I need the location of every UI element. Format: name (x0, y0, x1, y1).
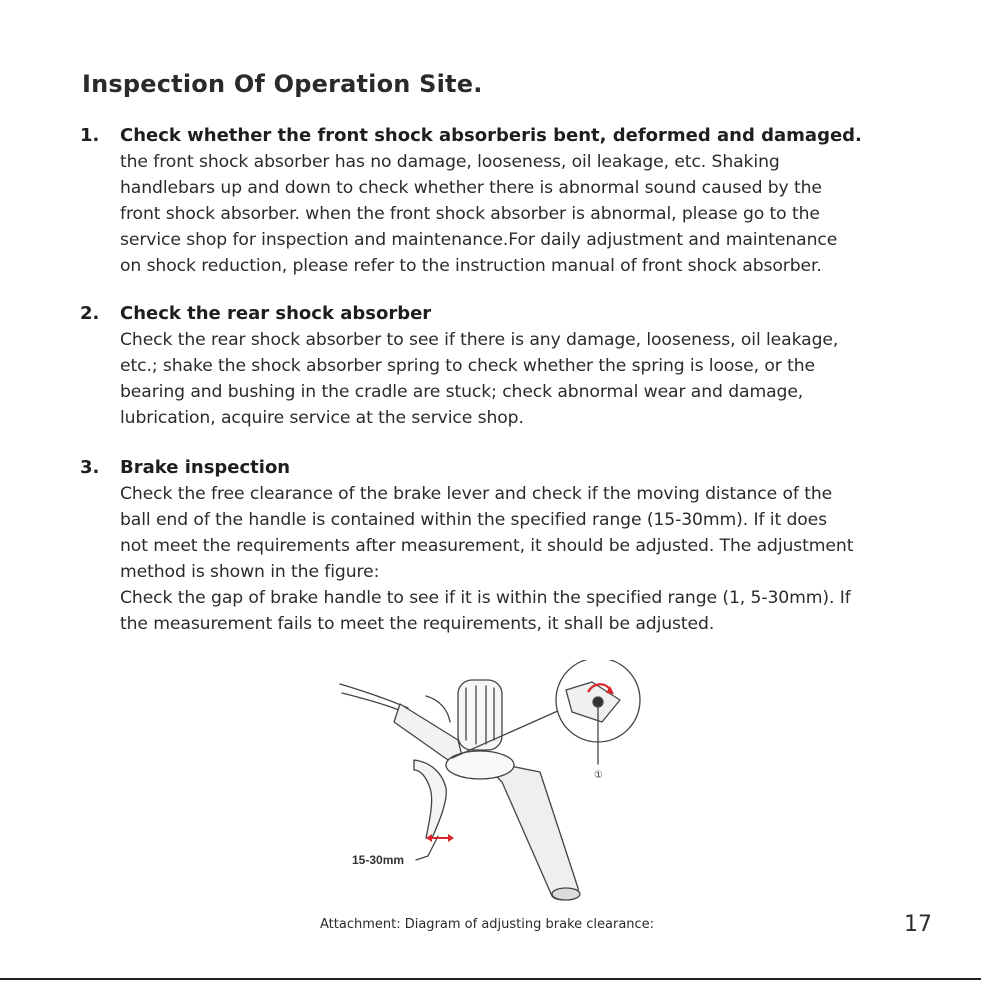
section-rear-shock (80, 301, 960, 431)
section-title: Check whether the front shock absorberis bent, deformed and damaged. (120, 125, 862, 146)
body-line: on shock reduction, please refer to the instruction manual of front shock absorber. (120, 256, 822, 276)
section-body (120, 149, 960, 279)
body-line: handlebars up and down to check whether there is abnormal sound caused by the (120, 178, 822, 198)
section-body (120, 327, 960, 431)
brake-cable (340, 684, 408, 708)
body-line: ball end of the handle is contained within the specified range (15-30mm). If it does (120, 510, 828, 530)
body-line: Check the rear shock absorber to see if there is any damage, looseness, oil leakage, (120, 330, 839, 350)
section-body (120, 481, 960, 637)
brake-lever (414, 760, 446, 838)
body-line: the front shock absorber has no damage, looseness, oil leakage, etc. Shaking (120, 152, 780, 172)
body-line: bearing and bushing in the cradle are stuck; check abnormal wear and damage, (120, 382, 804, 402)
brake-clearance-diagram (330, 660, 660, 905)
clearance-arrow-right-head (448, 834, 454, 842)
body-line: service shop for inspection and maintenance.For daily adjustment and maintenance (120, 230, 838, 250)
section-title: Brake inspection (120, 457, 291, 478)
body-line: etc.; shake the shock absorber spring to check whether the spring is loose, or the (120, 356, 816, 376)
body-line: Check the gap of brake handle to see if it is within the specified range (1, 5-30mm). If (120, 588, 851, 608)
body-line: Check the free clearance of the brake lever and check if the moving distance of the (120, 484, 833, 504)
body-line: front shock absorber. when the front shock absorber is abnormal, please go to the (120, 204, 820, 224)
body-line: not meet the requirements after measurement, it should be adjusted. The adjustment (120, 536, 854, 556)
body-line: lubrication, acquire service at the service shop. (120, 408, 524, 428)
handle-grip (480, 760, 578, 900)
callout-number-label: ① (594, 770, 603, 781)
grip-end-cap (552, 888, 580, 900)
lever-clamp (426, 696, 450, 722)
section-front-shock (80, 123, 960, 279)
section-heading (80, 123, 960, 149)
clearance-measure-label: 15-30mm (352, 853, 405, 867)
section-number: 2. (80, 303, 100, 324)
body-line: the measurement fails to meet the requirements, it shall be adjusted. (120, 614, 715, 634)
section-title: Check the rear shock absorber (120, 303, 432, 324)
throttle-body (458, 680, 502, 750)
page-title: Inspection Of Operation Site. (82, 70, 483, 98)
measure-leader (416, 836, 438, 860)
section-number: 3. (80, 457, 100, 478)
figure-caption: Attachment: Diagram of adjusting brake clearance: (320, 917, 655, 932)
bottom-rule (0, 978, 981, 980)
lever-housing (394, 704, 462, 760)
section-number: 1. (80, 125, 100, 146)
page-number: 17 (904, 912, 932, 937)
section-heading (80, 455, 960, 481)
section-heading (80, 301, 960, 327)
body-line: method is shown in the figure: (120, 562, 380, 582)
section-brake-inspection (80, 455, 960, 637)
grip-collar (446, 751, 514, 779)
